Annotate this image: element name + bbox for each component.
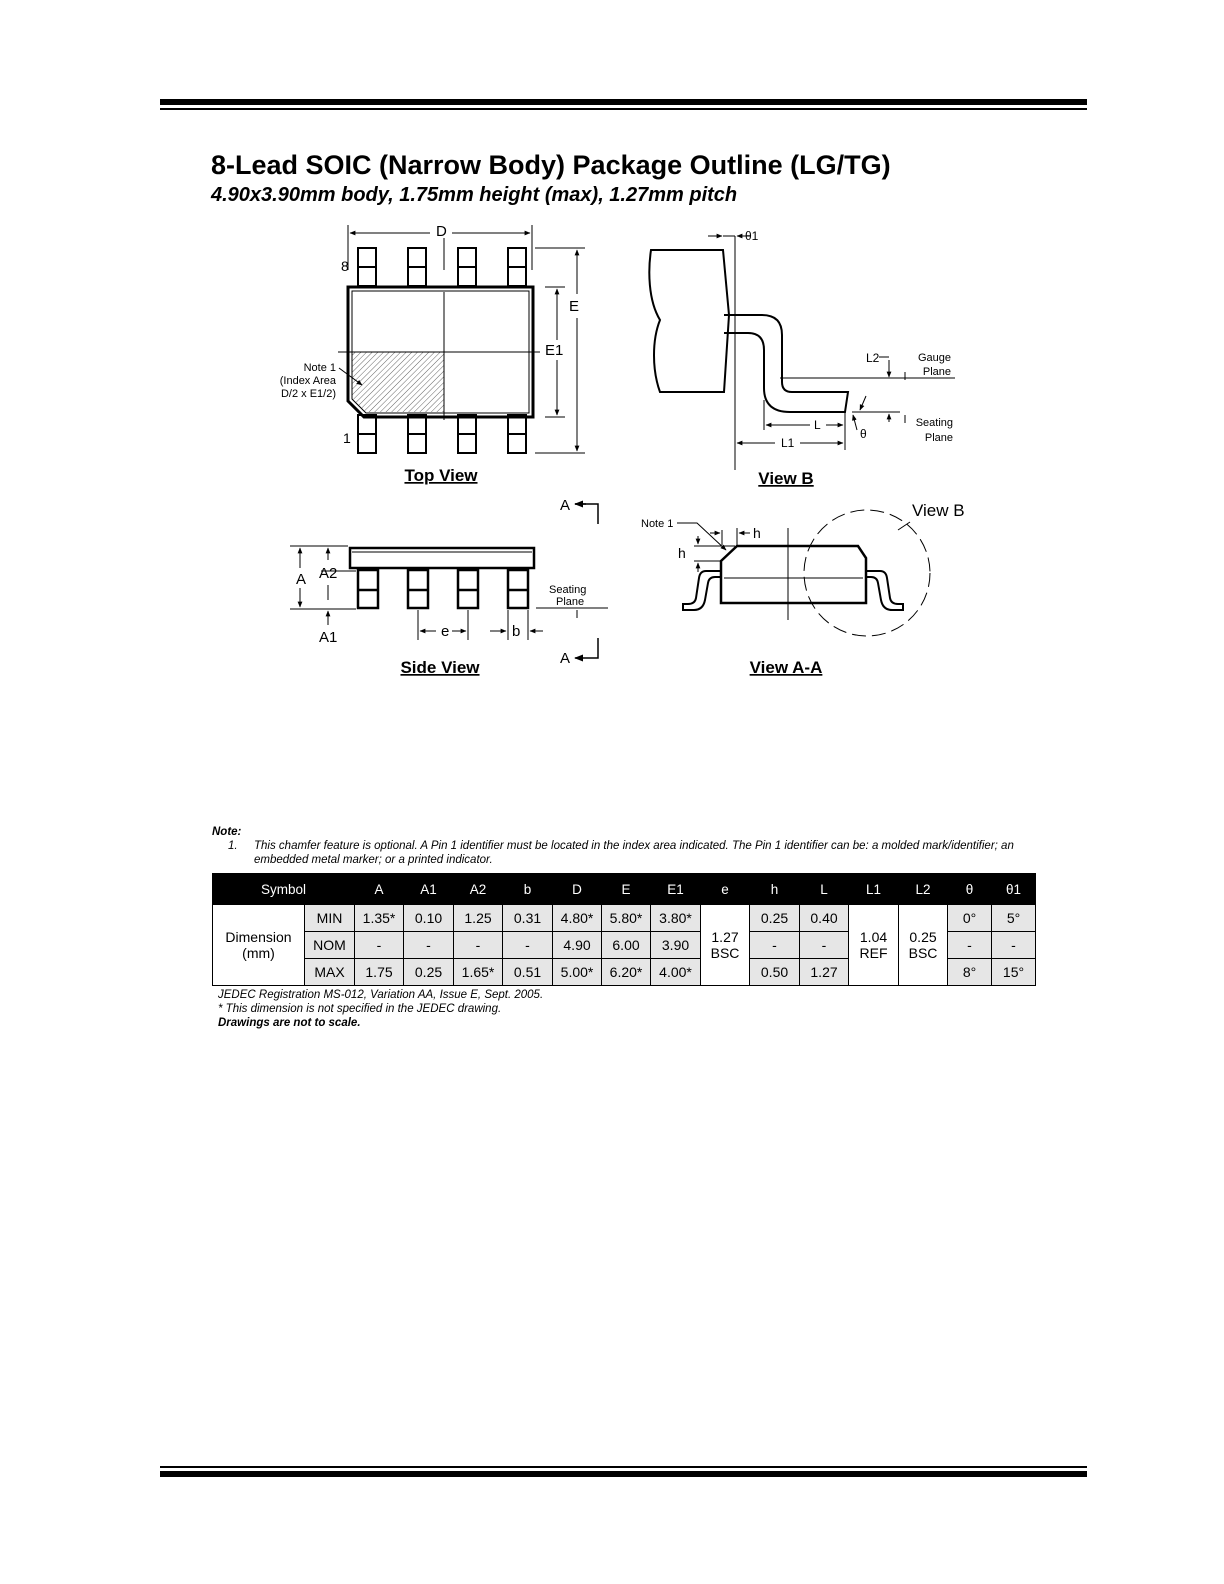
cell-b-nom: - — [503, 932, 553, 959]
row-label-min: MIN — [305, 905, 355, 932]
side-view-b: b — [512, 623, 521, 640]
view-aa-note: Note 1 — [641, 518, 674, 530]
cell-l-nom: - — [800, 932, 849, 959]
top-view — [338, 225, 585, 453]
view-b-callout: View B — [912, 501, 965, 520]
bottom-rule-thin — [160, 1466, 1087, 1468]
header-col: A — [355, 874, 404, 905]
cell-a1-max: 0.25 — [404, 959, 454, 986]
row-label-max: MAX — [305, 959, 355, 986]
top-view-note-line2: (Index Area — [279, 375, 336, 387]
side-view-a2: A2 — [319, 565, 338, 582]
header-col: h — [750, 874, 800, 905]
top-view-pin1: 1 — [343, 430, 351, 446]
dimension-table — [212, 873, 1036, 986]
cell-pitch-e — [701, 905, 750, 986]
row-group-line1: Dimension — [225, 929, 292, 945]
header-col: θ — [948, 874, 992, 905]
cell-a1-min: 0.10 — [404, 905, 454, 932]
view-b — [649, 236, 955, 470]
row-label-nom: NOM — [305, 932, 355, 959]
cell-e1-nom: 3.90 — [651, 932, 701, 959]
cell-e1-min: 3.80* — [651, 905, 701, 932]
table-footnotes — [218, 988, 543, 1030]
top-view-dim-e1: E1 — [545, 342, 564, 359]
cell-l2-note: BSC — [908, 945, 938, 961]
cell-theta1-max: 15° — [992, 959, 1036, 986]
view-b-l: L — [814, 418, 821, 432]
cell-e-nom: 6.00 — [602, 932, 651, 959]
header-col: E1 — [651, 874, 701, 905]
cell-e-min: 5.80* — [602, 905, 651, 932]
top-view-dim-e: E — [569, 298, 580, 315]
cell-a-max: 1.75 — [355, 959, 404, 986]
cell-theta1-nom: - — [992, 932, 1036, 959]
note-number: 1. — [228, 840, 238, 852]
view-b-seating-1: Seating — [915, 417, 953, 429]
side-view-e: e — [441, 623, 450, 640]
cell-l1-note: REF — [859, 945, 888, 961]
view-aa-h-side: h — [678, 545, 686, 561]
table-row-min — [213, 905, 1036, 932]
cell-h-min: 0.25 — [750, 905, 800, 932]
view-aa — [677, 510, 930, 636]
view-b-gauge-1: Gauge — [917, 352, 951, 364]
cell-pitch-e-value: 1.27 — [711, 929, 739, 945]
note-text: This chamfer feature is optional. A Pin 1 identifier must be located in the index area indicated. The Pin 1 identifier can be: a molded mark/identifier; an embedded metal marker; or a printed indicator. — [254, 840, 1014, 866]
header-col: D — [553, 874, 602, 905]
cell-a2-min: 1.25 — [454, 905, 503, 932]
cell-pitch-e-note: BSC — [710, 945, 740, 961]
cell-theta-min: 0° — [948, 905, 992, 932]
row-group-line2: (mm) — [242, 945, 275, 961]
cell-theta-nom: - — [948, 932, 992, 959]
side-view-seating-2: Plane — [556, 596, 585, 608]
top-view-dim-d: D — [436, 223, 447, 240]
asterisk-note: * This dimension is not specified in the JEDEC drawing. — [218, 1003, 502, 1015]
cell-l1-value: 1.04 — [859, 929, 888, 945]
cell-l2 — [899, 905, 948, 986]
view-b-label: View B — [758, 469, 814, 488]
header-col: L1 — [849, 874, 899, 905]
cell-d-nom: 4.90 — [553, 932, 602, 959]
cell-a1-nom: - — [404, 932, 454, 959]
cell-e-max: 6.20* — [602, 959, 651, 986]
table-header-row — [213, 874, 1036, 905]
bottom-rule-thick — [160, 1471, 1087, 1477]
view-b-seating-2: Plane — [924, 432, 953, 444]
section-a-bottom: A — [560, 650, 571, 667]
cell-e1-max: 4.00* — [651, 959, 701, 986]
header-col: L — [800, 874, 849, 905]
view-b-theta1: θ1 — [745, 229, 759, 243]
side-view-a1: A1 — [319, 629, 338, 646]
cell-theta1-min: 5° — [992, 905, 1036, 932]
cell-l2-value: 0.25 — [909, 929, 937, 945]
top-view-label: Top View — [404, 466, 478, 485]
top-view-note-line1: Note 1 — [303, 362, 336, 374]
jedec-note: JEDEC Registration MS-012, Variation AA, Issue E, Sept. 2005. — [218, 989, 544, 1001]
cell-a2-nom: - — [454, 932, 503, 959]
view-b-l2: L2 — [866, 351, 880, 365]
cell-b-min: 0.31 — [503, 905, 553, 932]
header-col: e — [701, 874, 750, 905]
side-view-a: A — [296, 571, 307, 588]
cell-a2-max: 1.65* — [454, 959, 503, 986]
cell-h-nom: - — [750, 932, 800, 959]
view-aa-label: View A-A — [749, 658, 823, 677]
section-a-top: A — [560, 497, 571, 514]
header-col: A2 — [454, 874, 503, 905]
view-b-gauge-2: Plane — [922, 366, 951, 378]
cell-h-max: 0.50 — [750, 959, 800, 986]
header-col: b — [503, 874, 553, 905]
note-item — [212, 839, 1034, 867]
cell-l1 — [849, 905, 899, 986]
cell-d-max: 5.00* — [553, 959, 602, 986]
header-col: E — [602, 874, 651, 905]
top-view-note-line3: D/2 x E1/2) — [280, 388, 336, 400]
row-group-dimension — [213, 905, 305, 986]
scale-note: Drawings are not to scale. — [218, 1017, 361, 1029]
notes-heading: Note: — [212, 826, 242, 838]
page-subtitle: 4.90x3.90mm body, 1.75mm height (max), 1.27mm pitch — [211, 184, 738, 206]
cell-a-nom: - — [355, 932, 404, 959]
cell-a-min: 1.35* — [355, 905, 404, 932]
header-col: L2 — [899, 874, 948, 905]
cell-l-min: 0.40 — [800, 905, 849, 932]
cell-theta-max: 8° — [948, 959, 992, 986]
header-symbol: Symbol — [213, 874, 355, 905]
notes-block — [212, 825, 1034, 867]
cell-b-max: 0.51 — [503, 959, 553, 986]
cell-d-min: 4.80* — [553, 905, 602, 932]
package-drawing — [0, 0, 1224, 700]
view-aa-h-top: h — [753, 525, 761, 541]
header-col: A1 — [404, 874, 454, 905]
view-b-l1: L1 — [781, 436, 795, 450]
header-col: θ1 — [992, 874, 1036, 905]
view-b-theta: θ — [860, 427, 867, 441]
side-view-label: Side View — [400, 658, 480, 677]
top-view-pin8: 8 — [341, 258, 349, 274]
page-title: 8-Lead SOIC (Narrow Body) Package Outline (LG/TG) — [211, 150, 891, 180]
side-view-seating-1: Seating — [549, 584, 587, 596]
cell-l-max: 1.27 — [800, 959, 849, 986]
